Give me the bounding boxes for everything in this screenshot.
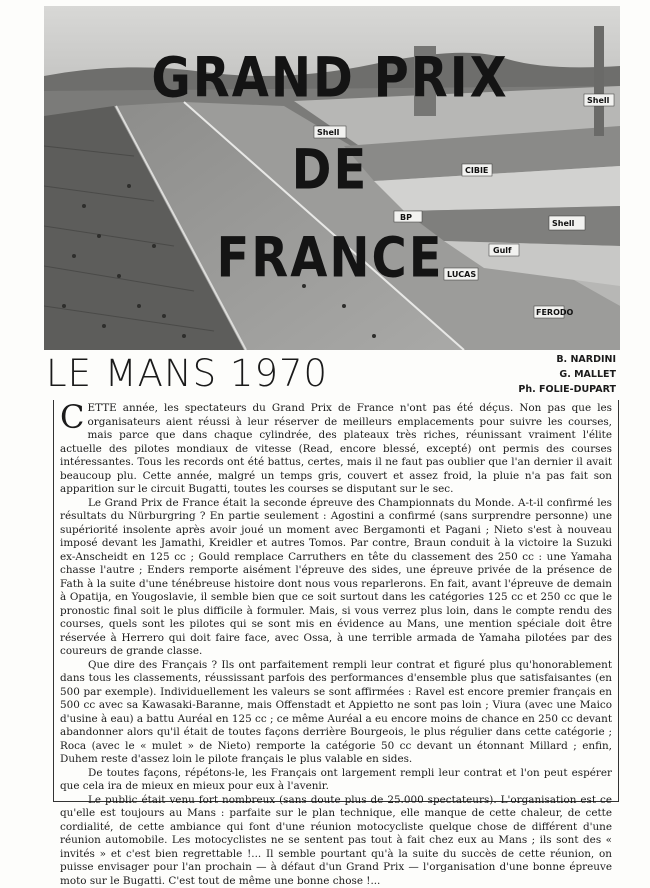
article-title: LE MANS 1970: [46, 352, 328, 395]
headline-text: FRANCE: [150, 226, 510, 290]
sign-text: Shell: [317, 128, 340, 137]
author: G. MALLET: [518, 367, 616, 382]
headline-line-2: [240, 142, 420, 198]
sign-text: CIBIE: [465, 166, 488, 175]
headline-line-3: [150, 230, 510, 286]
paragraph: Le Grand Prix de France était la seconde épreuve des Championnats du Monde. A-t-il confirmé les résultats du Nürburgring ? En partie seulement : Agostini a confirmé (sans surprendre personne) une supériorité insolente après avoir joué un moment avec Bergamonti et Pagani ; Nieto s'est à nouveau imposé devant les Jamathi, Kreidler et autres Tomos. Par contre, Braun conduit à la victoire la Suzuki ex-Anscheidt en 125 cc ; Gould remplace Carruthers en tête du classement des 250 cc : une Yamaha chasse l'autre ; Enders remporte aisément l'épreuve des sides, une épreuve privée de la présence de Fath à la suite d'une ténébreuse histoire dont nous vous reparlerons. En fait, avant l'épreuve de demain à Opatija, en Yougoslavie, il semble bien que ce soit surtout dans les catégories 125 cc et 250 cc que le pronostic final soit le plus difficile à formuler. Mais, si vous verrez plus loin, dans le compte rendu des courses, quels sont les pilotes qui se sont mis en évidence au Mans, une mention spéciale doit être réservée à Herrero qui doit faire face, avec Ossa, à une terrible armada de Yamaha pilotées par des coureurs de grande classe.: [60, 497, 612, 659]
drop-cap: C: [60, 403, 87, 431]
sign-text: Shell: [552, 219, 575, 228]
sign-text: LUCAS: [447, 270, 476, 279]
headline-line-1: [150, 50, 510, 106]
author-credits: [518, 352, 616, 397]
sign-text: Gulf: [493, 246, 512, 255]
headline-text: DE: [240, 138, 420, 202]
author: B. NARDINI: [518, 352, 616, 367]
paragraph-text: ETTE année, les spectateurs du Grand Prix de France n'ont pas été déçus. Non pas que les organisateurs aient réussi à leur réserver de meilleurs emplacements pour suivre les courses, mais parce que dans chaque cylindrée, des plateaux très riches, réunissant vraiment l'élite actuelle des pilotes mondiaux de vitesse (Read, encore blessé, excepté) ont permis des courses intéressantes. Tous les records ont été battus, certes, mais il ne faut pas oublier que l'an dernier il avait beaucoup plu. Cette année, malgré un temps gris, couvert et assez froid, la pluie n'a pas fait son apparition sur le circuit Bugatti, toutes les courses se disputant sur le sec.: [60, 402, 612, 495]
sign-text: FERODO: [536, 308, 574, 317]
headline-text: GRAND PRIX: [150, 46, 510, 110]
author: Ph. FOLIE-DUPART: [518, 382, 616, 397]
sign-text: BP: [400, 213, 412, 222]
paragraph: Que dire des Français ? Ils ont parfaitement rempli leur contrat et figuré plus qu'honorablement dans tous les classements, réussissant parfois des performances d'ensemble plus que satisfaisantes (en 500 par exemple). Individuellement les valeurs se sont affirmées : Ravel est encore premier français en 500 cc avec sa Kawasaki-Baranne, mais Offenstadt et Appietto ne sont pas loin ; Viura (avec une Maico d'usine à eau) a battu Auréal en 125 cc ; ce même Auréal a eu encore moins de chance en 250 cc devant abandonner alors qu'il était de toutes façons derrière Bourgeois, le plus régulier dans cette catégorie ; Roca (avec le « mulet » de Nieto) remporte la catégorie 50 cc devant un étonnant Millard ; enfin, Duhem reste d'assez loin le pilote français le plus valable en sides.: [60, 659, 612, 767]
sign-text: Shell: [587, 96, 610, 105]
article-body: [53, 400, 619, 802]
paragraph: [60, 402, 612, 497]
paragraph: De toutes façons, répétons-le, les Français ont largement rempli leur contrat et l'on peut espérer que cela ira de mieux en mieux pour eux à l'avenir.: [60, 767, 612, 794]
paragraph: Le public était venu fort nombreux (sans doute plus de 25.000 spectateurs). L'organisation est ce qu'elle est toujours au Mans : parfaite sur le plan technique, elle manque de cette chaleur, de cette cordialité, de cette ambiance qui font d'une réunion motocycliste quelque chose de différent d'une réunion automobile. Les motocyclistes ne se sentent pas tout à fait chez eux au Mans ; ils sont des « invités » et c'est bien regrettable !... Il semble pourtant qu'à la suite du succès de cette réunion, on puisse envisager pour l'an prochain — à défaut d'un Grand Prix — l'organisation d'une bonne épreuve moto sur le Bugatti. C'est tout de même une bonne chose !...: [60, 794, 612, 888]
